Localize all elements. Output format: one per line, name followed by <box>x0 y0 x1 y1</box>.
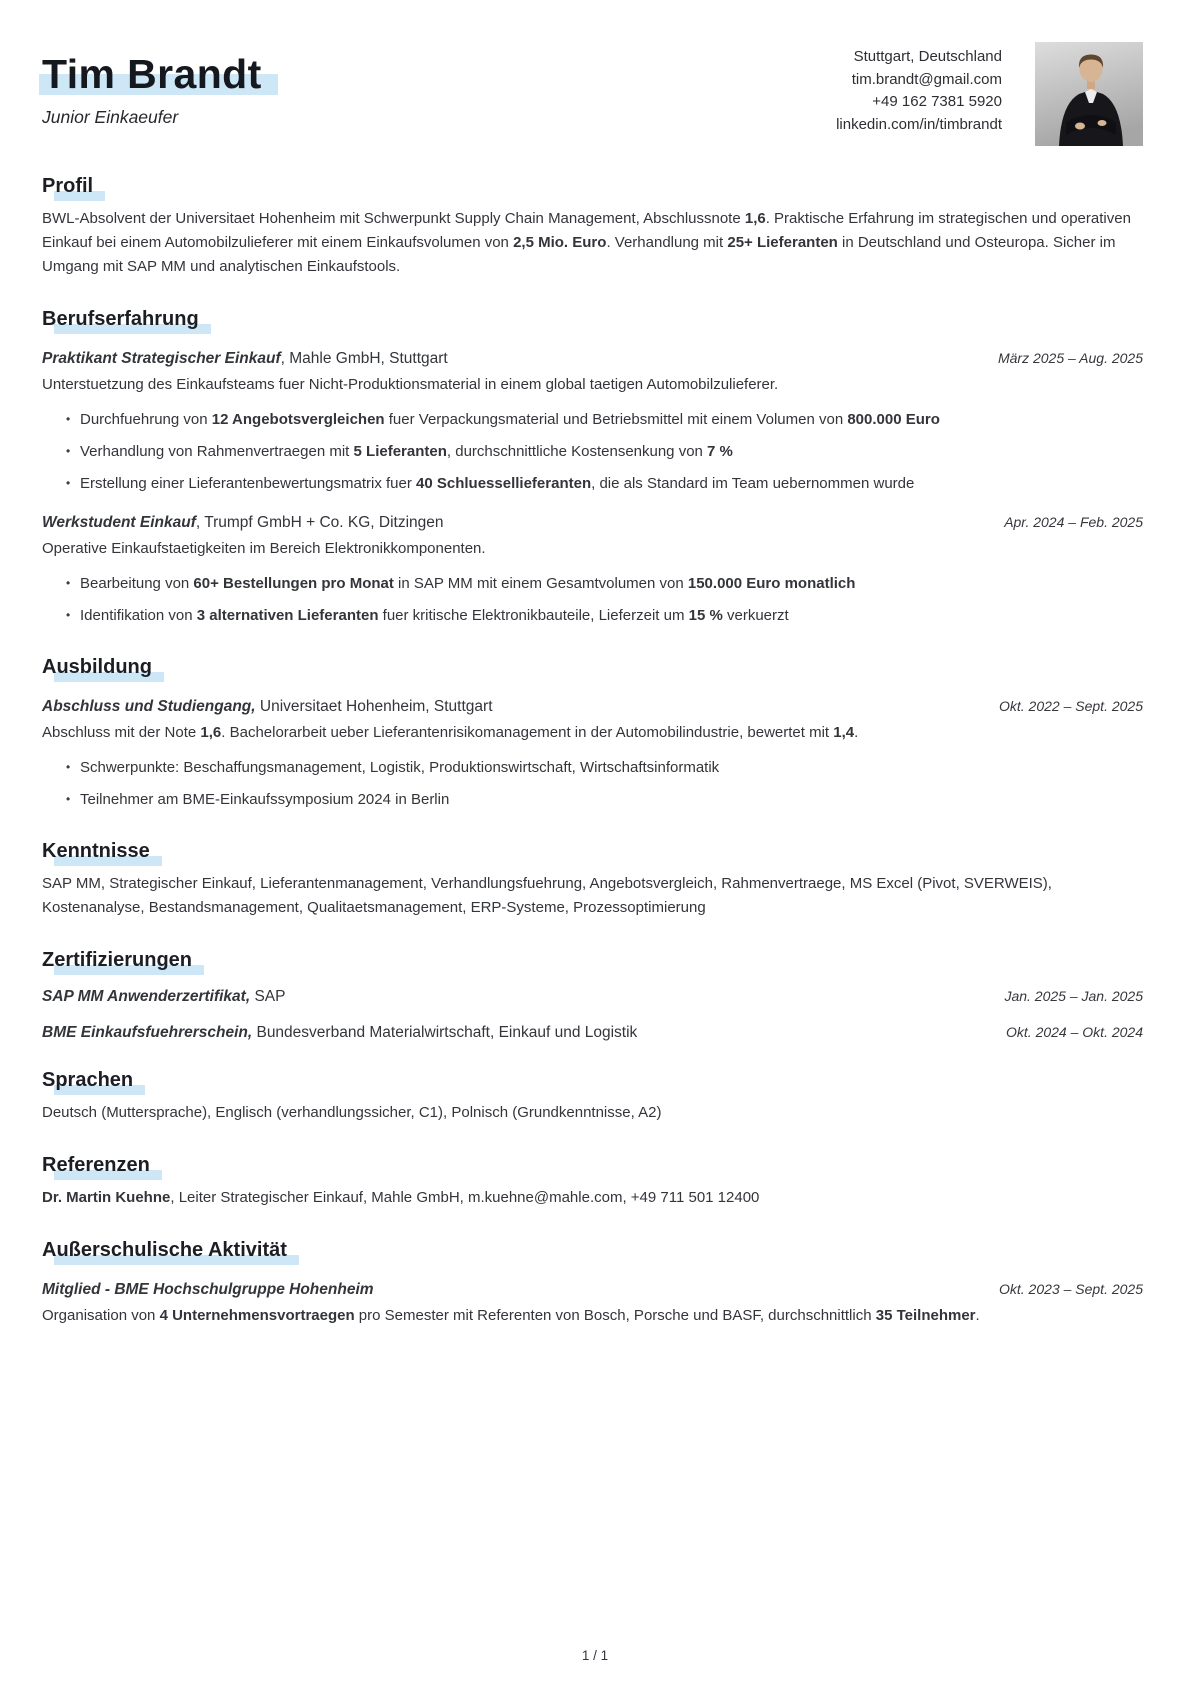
section-heading-certifications: Zertifizierungen <box>42 949 193 971</box>
portrait-illustration <box>1035 42 1143 146</box>
activity-entry-1 <box>42 1279 1143 1328</box>
entry-bullet-list <box>42 408 1143 495</box>
entry-bullet-list <box>42 572 1143 627</box>
entry-date: Okt. 2022 – Sept. 2025 <box>999 698 1143 714</box>
entry-date: Okt. 2024 – Okt. 2024 <box>1006 1024 1143 1040</box>
section-references <box>42 1153 1143 1210</box>
bullet-item: • Verhandlung von Rahmenvertraegen mit 5 Lieferanten, durchschnittliche Kostensenkung von 7 % <box>66 440 1143 463</box>
references-text: Dr. Martin Kuehne, Leiter Strategischer Einkauf, Mahle GmbH, m.kuehne@mahle.com, +49 711 501 12400 <box>42 1189 760 1206</box>
entry-title: SAP MM Anwenderzertifikat, SAP <box>42 988 286 1005</box>
entry-title: Mitglied - BME Hochschulgruppe Hohenheim <box>42 1281 374 1298</box>
profile-photo <box>1035 42 1143 146</box>
entry-description: Abschluss mit der Note 1,6. Bachelorarbeit ueber Lieferantenrisikomanagement in der Automobilindustrie, bewertet mit 1,4. <box>42 724 859 741</box>
bullet-item: • Durchfuehrung von 12 Angebotsvergleichen fuer Verpackungsmaterial und Betriebsmittel mit einem Volumen von 800.000 Euro <box>66 408 1143 431</box>
entry-head <box>42 1279 1143 1301</box>
certification-entry-1 <box>42 986 1143 1008</box>
page-footer <box>0 1648 1190 1663</box>
contact-location: Stuttgart, Deutschland <box>853 48 1002 65</box>
contact-phone: +49 162 7381 5920 <box>872 93 1002 110</box>
bullet-item: • Bearbeitung von 60+ Bestellungen pro Monat in SAP MM mit einem Gesamtvolumen von 150.000 Euro monatlich <box>66 572 1143 595</box>
section-profil <box>42 174 1143 279</box>
bullet-item: • Erstellung einer Lieferantenbewertungsmatrix fuer 40 Schluessellieferanten, die als Standard im Team uebernommen wurde <box>66 472 1143 495</box>
entry-date: März 2025 – Aug. 2025 <box>997 350 1143 366</box>
entry-description: Unterstuetzung des Einkaufsteams fuer Nicht-Produktionsmaterial in einem global taetigen Automobilzulieferer. <box>42 376 779 393</box>
contact-email[interactable]: tim.brandt@gmail.com <box>851 70 1002 88</box>
person-job-title: Junior Einkaeufer <box>42 107 179 128</box>
section-heading-education: Ausbildung <box>42 656 152 678</box>
section-experience <box>42 307 1143 627</box>
skills-text: SAP MM, Strategischer Einkauf, Lieferantenmanagement, Verhandlungsfuehrung, Angebotsvergleich, Rahmenvertraege, MS Excel (Pivot, SVERWEIS), Kostenanalyse, Bestandsmanagement, Qualitaetsmanagement, ERP-Systeme, Prozessoptimierung <box>42 875 1052 916</box>
entry-head <box>42 512 1143 534</box>
experience-entry-1 <box>42 348 1143 495</box>
header-identity <box>42 42 262 128</box>
entry-description: Organisation von 4 Unternehmensvortraegen pro Semester mit Referenten von Bosch, Porsche und BASF, durchschnittlich 35 Teilnehmer. <box>42 1307 980 1324</box>
page-number: 1 / 1 <box>581 1648 609 1663</box>
entry-head <box>42 986 1143 1008</box>
entry-description: Operative Einkaufstaetigkeiten im Bereich Elektronikkomponenten. <box>42 540 486 557</box>
header-contact-area <box>836 42 1143 146</box>
contact-block <box>836 46 1002 136</box>
experience-entry-2 <box>42 512 1143 627</box>
entry-date: Jan. 2025 – Jan. 2025 <box>1004 988 1143 1004</box>
entry-bullet-list <box>42 756 1143 811</box>
entry-head <box>42 696 1143 718</box>
section-heading-activities: Außerschulische Aktivität <box>42 1239 287 1261</box>
entry-head <box>42 348 1143 370</box>
entry-title: Praktikant Strategischer Einkauf, Mahle GmbH, Stuttgart <box>42 350 448 367</box>
entry-title: Abschluss und Studiengang, Universitaet Hohenheim, Stuttgart <box>42 698 493 715</box>
section-heading-experience: Berufserfahrung <box>42 308 199 330</box>
section-languages <box>42 1068 1143 1125</box>
section-education <box>42 655 1143 811</box>
section-heading-references: Referenzen <box>42 1154 150 1176</box>
bullet-item: • Identifikation von 3 alternativen Lieferanten fuer kritische Elektronikbauteile, Lieferzeit um 15 % verkuerzt <box>66 604 1143 627</box>
entry-head <box>42 1022 1143 1044</box>
bullet-item: • Schwerpunkte: Beschaffungsmanagement, Logistik, Produktionswirtschaft, Wirtschaftsinformatik <box>66 756 1143 779</box>
section-certifications <box>42 948 1143 1044</box>
entry-date: Okt. 2023 – Sept. 2025 <box>999 1281 1143 1297</box>
entry-title: BME Einkaufsfuehrerschein, Bundesverband Materialwirtschaft, Einkauf und Logistik <box>42 1024 638 1041</box>
header <box>42 42 1143 146</box>
entry-date: Apr. 2024 – Feb. 2025 <box>1004 514 1143 530</box>
section-heading-skills: Kenntnisse <box>42 840 150 862</box>
section-heading-languages: Sprachen <box>42 1069 134 1091</box>
section-skills <box>42 839 1143 920</box>
section-activities <box>42 1238 1143 1328</box>
certification-entry-2 <box>42 1022 1143 1044</box>
education-entry-1 <box>42 696 1143 811</box>
entry-title: Werkstudent Einkauf, Trumpf GmbH + Co. KG, Ditzingen <box>42 514 444 531</box>
section-heading-profil: Profil <box>42 175 94 197</box>
bullet-item: • Teilnehmer am BME-Einkaufssymposium 2024 in Berlin <box>66 788 1143 811</box>
contact-linkedin[interactable]: linkedin.com/in/timbrandt <box>836 115 1002 133</box>
profil-text: BWL-Absolvent der Universitaet Hohenheim mit Schwerpunkt Supply Chain Management, Abschlussnote 1,6. Praktische Erfahrung im strategischen und operativen Einkauf bei einem Automobilzulieferer mit einem Einkaufsvolumen von 2,5 Mio. Euro. Verhandlung mit 25+ Lieferanten in Deutschland und Osteuropa. Sicher im Umgang mit SAP MM und analytischen Einkaufstools. <box>42 210 1131 275</box>
languages-text: Deutsch (Muttersprache), Englisch (verhandlungssicher, C1), Polnisch (Grundkenntnisse, A2) <box>42 1104 662 1121</box>
person-name: Tim Brandt <box>42 51 262 97</box>
